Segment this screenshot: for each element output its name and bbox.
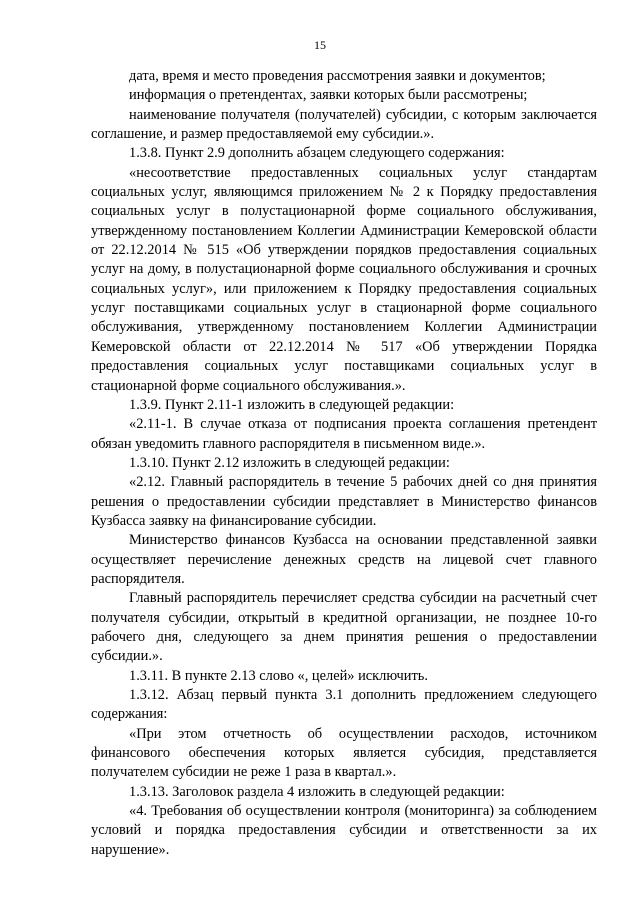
paragraph: Министерство финансов Кузбасса на основании представленной заявки осуществляет перечисление денежных средств на лицевой счет главного распорядителя. xyxy=(91,532,597,587)
paragraph: дата, время и место проведения рассмотрения заявки и документов; xyxy=(129,68,546,84)
paragraph: «4. Требования об осуществлении контроля (мониторинга) за соблюдением условий и порядка предоставления субсидии и ответственности за их нарушение». xyxy=(91,803,597,858)
paragraph: Главный распорядитель перечисляет средства субсидии на расчетный счет получателя субсидии, открытый в кредитной организации, не позднее 10-го рабочего дня, следующего за днем принятия решения о предоставлении субсидии.». xyxy=(91,590,597,665)
paragraph: «При этом отчетность об осуществлении расходов, источником финансового обеспечения которых является субсидия, представляется получателем субсидии не реже 1 раза в квартал.». xyxy=(91,725,597,781)
paragraph: «2.11-1. В случае отказа от подписания проекта соглашения претендент обязан уведомить главного распорядителя в письменном виде.». xyxy=(91,416,597,452)
paragraph: «несоответствие предоставленных социальных услуг стандартам социальных услуг, являющимся приложением № 2 к Порядку предоставления социальных услуг в полустационарной форме социального обслуживания, утвержденному постановлением Коллегии Администрации Кемеровской области от 22.12.2014 № 515 «Об утверждении порядков предоставления социальных услуг на дому, в полустационарной форме социального обслуживания и срочных социальных услуг», или приложением к Порядку предоставления социальных услуг поставщиками социальных услуг в стационарной форме социального обслуживания, утвержденному постановлением Коллегии Администрации Кемеровской области от 22.12.2014 № 517 «Об утверждении Порядка предоставления социальных услуг поставщиками социальных услуг в стационарной форме социального обслуживания.». xyxy=(91,164,597,394)
document-body xyxy=(91,67,597,860)
paragraph: 1.3.12. Абзац первый пункта 3.1 дополнить предложением следующего содержания: xyxy=(91,687,597,723)
page-number: 15 xyxy=(314,38,326,52)
paragraph: 1.3.13. Заголовок раздела 4 изложить в следующей редакции: xyxy=(129,783,505,800)
paragraph: 1.3.8. Пункт 2.9 дополнить абзацем следующего содержания: xyxy=(129,145,505,162)
paragraph: наименование получателя (получателей) субсидии, с которым заключается соглашение, и размер предоставляемой ему субсидии.». xyxy=(91,106,597,143)
paragraph: 1.3.9. Пункт 2.11-1 изложить в следующей редакции: xyxy=(129,396,455,413)
paragraph: «2.12. Главный распорядитель в течение 5 рабочих дней со дня принятия решения о предоставлении субсидии представляет в Министерство финансов Кузбасса заявку на финансирование субсидии. xyxy=(91,474,597,529)
paragraph: 1.3.11. В пункте 2.13 слово «, целей» исключить. xyxy=(129,667,428,684)
paragraph: 1.3.10. Пункт 2.12 изложить в следующей редакции: xyxy=(129,454,450,471)
paragraph: информация о претендентах, заявки которых были рассмотрены; xyxy=(129,87,528,104)
